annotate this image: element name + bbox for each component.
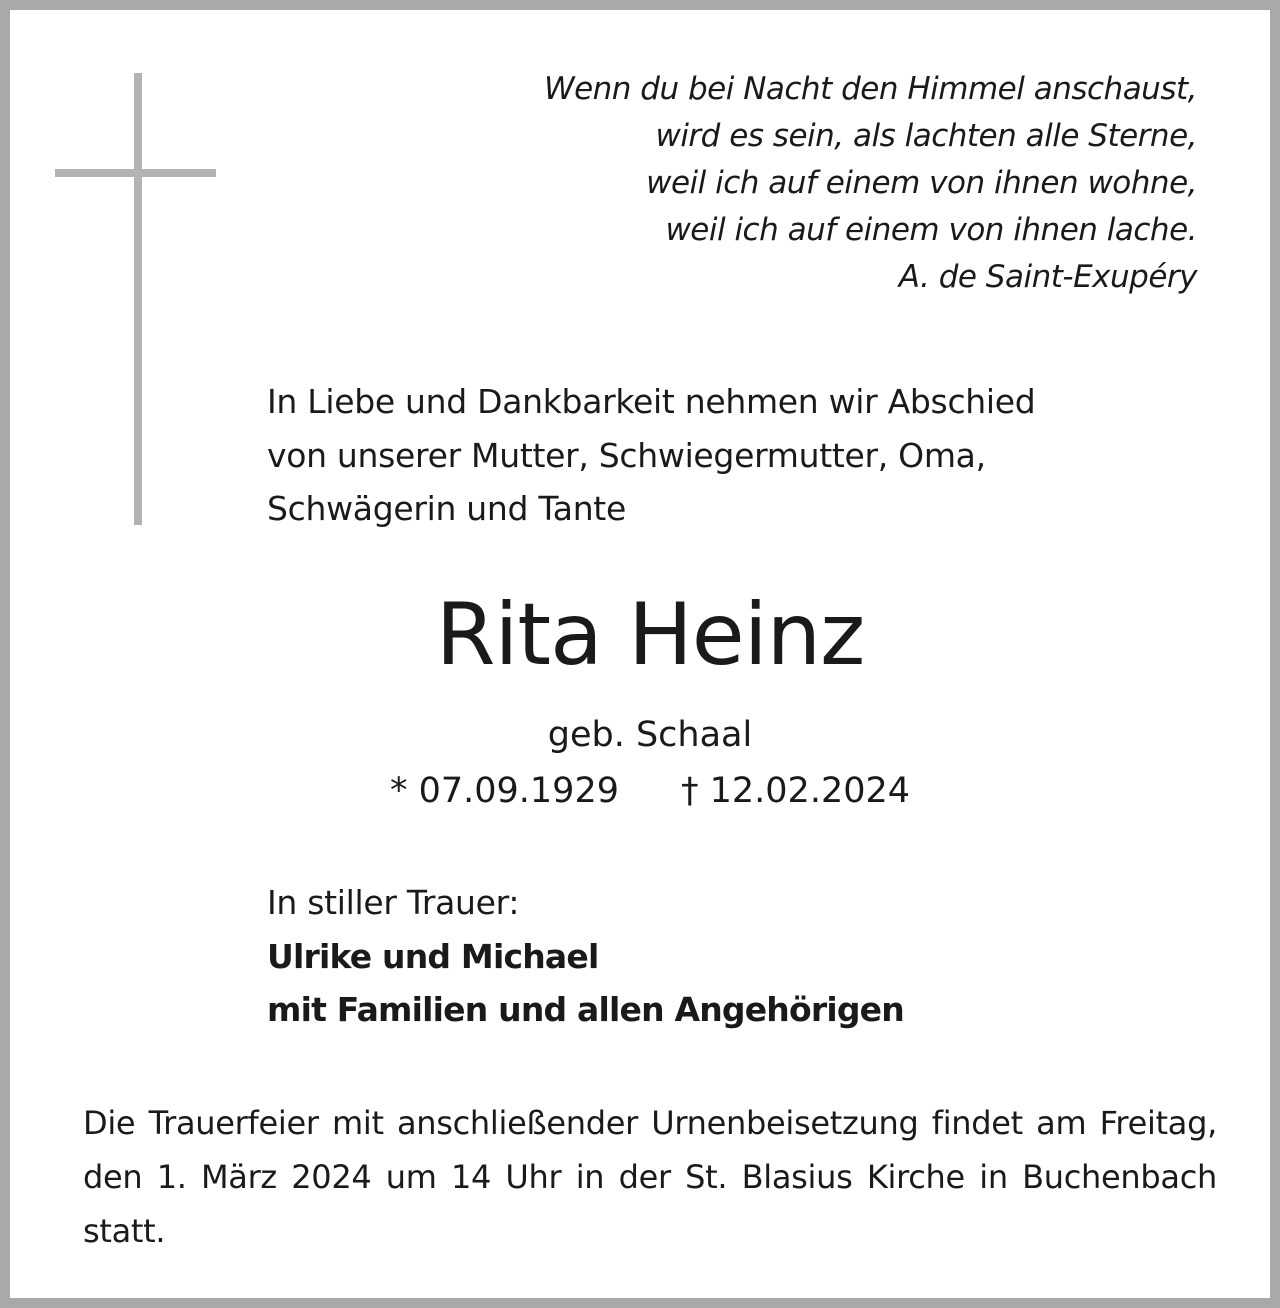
quote-line: weil ich auf einem von ihnen lache. [665, 212, 1197, 248]
maiden-name: geb. Schaal [547, 715, 753, 755]
life-dates [10, 768, 1280, 814]
birth-date: * 07.09.1929 [389, 771, 619, 811]
quote-author: A. de Saint-Exupéry [898, 259, 1197, 295]
intro-line: von unserer Mutter, Schwiegermutter, Oma, [267, 435, 986, 475]
intro-line: Schwägerin und Tante [267, 489, 626, 528]
deceased-name: Rita Heinz [435, 585, 865, 685]
farewell-intro [267, 375, 1035, 536]
intro-line: In Liebe und Dankbarkeit nehmen wir Abschied [267, 382, 1036, 421]
quote-line: Wenn du bei Nacht den Himmel anschaust, [543, 71, 1197, 107]
mourners-names: Ulrike und Michael [267, 936, 599, 976]
mourners-heading: In stiller Trauer: [267, 883, 520, 922]
cross-horizontal-bar [55, 169, 216, 177]
mourners-family: mit Familien und allen Angehörigen [267, 990, 904, 1029]
ceremony-info: Die Trauerfeier mit anschließender Urnenbeisetzung findet am Freitag, den 1. März 2024 um 14 Uhr in der St. Blasius Kirche in Buchenbach statt. [83, 1104, 1217, 1250]
cross-vertical-bar [134, 73, 142, 525]
quote-line: weil ich auf einem von ihnen wohne, [646, 165, 1197, 201]
poem-quote [544, 66, 1197, 301]
mourners-block [267, 876, 904, 1037]
quote-line: wird es sein, als lachten alle Sterne, [655, 118, 1197, 154]
death-date: † 12.02.2024 [681, 771, 911, 811]
